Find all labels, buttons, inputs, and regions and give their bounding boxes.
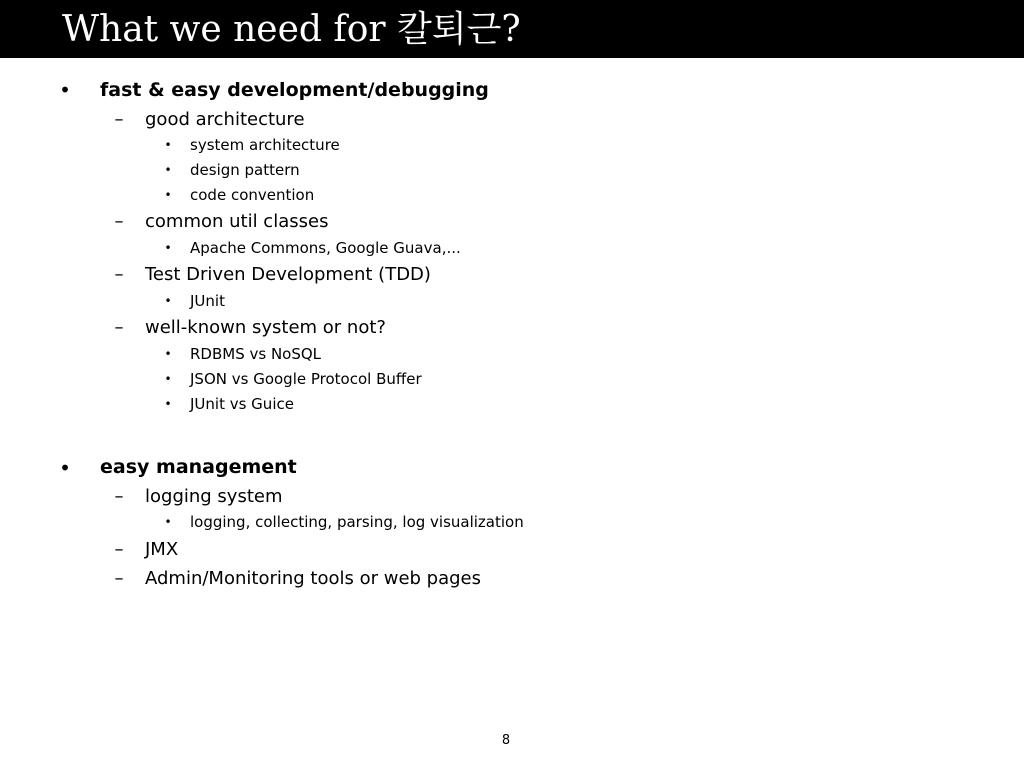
list-item: logging system	[145, 486, 283, 507]
bullet-level3: •	[164, 294, 172, 308]
sub-list-item: logging, collecting, parsing, log visualization	[190, 513, 524, 531]
bullet-level3: •	[164, 138, 172, 152]
list-item: good architecture	[145, 109, 305, 130]
list-item: well-known system or not?	[145, 317, 386, 338]
bullet-level2: –	[114, 317, 124, 338]
section-heading: fast & easy development/debugging	[100, 79, 489, 101]
sub-list-item: code convention	[190, 186, 315, 204]
bullet-level3: •	[164, 515, 172, 529]
title-bar	[0, 0, 1024, 58]
list-item: Admin/Monitoring tools or web pages	[145, 568, 482, 589]
list-item: JMX	[145, 539, 179, 560]
bullet-level2: –	[114, 486, 124, 507]
list-item: Test Driven Development (TDD)	[145, 264, 431, 285]
bullet-level2: –	[114, 109, 124, 130]
bullet-level1: •	[59, 456, 71, 480]
bullet-level1: •	[59, 78, 71, 102]
bullet-level2: –	[114, 568, 124, 589]
sub-list-item: system architecture	[190, 136, 340, 154]
page-number: 8	[501, 733, 511, 748]
bullet-level2: –	[114, 539, 124, 560]
bullet-level3: •	[164, 347, 172, 361]
bullet-level3: •	[164, 372, 172, 386]
bullet-level3: •	[164, 397, 172, 411]
sub-list-item: RDBMS vs NoSQL	[190, 345, 322, 363]
sub-list-item: JUnit	[190, 292, 225, 310]
bullet-level2: –	[114, 211, 124, 232]
slide-title: What we need for 칼퇴근?	[62, 9, 521, 50]
bullet-level3: •	[164, 163, 172, 177]
bullet-level3: •	[164, 188, 172, 202]
sub-list-item: Apache Commons, Google Guava,...	[190, 239, 461, 257]
section-heading: easy management	[100, 456, 297, 478]
bullet-level3: •	[164, 241, 172, 255]
sub-list-item: design pattern	[190, 161, 300, 179]
sub-list-item: JSON vs Google Protocol Buffer	[190, 370, 422, 388]
list-item: common util classes	[145, 211, 329, 232]
sub-list-item: JUnit vs Guice	[190, 395, 294, 413]
bullet-level2: –	[114, 264, 124, 285]
